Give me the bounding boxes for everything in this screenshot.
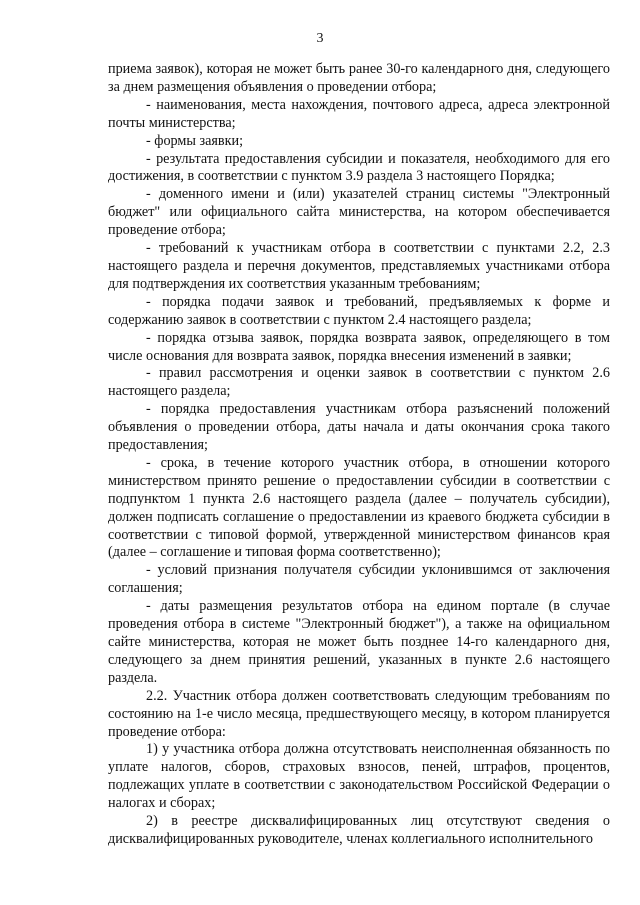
document-body (108, 61, 610, 849)
paragraph: - требований к участникам отбора в соответствии с пунктами 2.2, 2.3 настоящего раздела и перечня документов, представляемых участниками отбора для подтверждения их соответствия указанным требованиям; (108, 240, 610, 292)
paragraph: - наименования, места нахождения, почтового адреса, адреса электронной почты министерства; (108, 96, 610, 131)
paragraph: - срока, в течение которого участник отбора, в отношении которого министерством принято решение о предоставлении субсидии в соответствии с подпунктом 1 пункта 2.6 настоящего раздела (далее – получатель субсидии), должен подписать соглашение о предоставлении из краевого бюджета субсидии в соответствии с типовой формой, утвержденной министерством финансов края (далее – соглашение и типовая форма соответственно); (108, 454, 610, 561)
numbered-paragraph: 2) в реестре дисквалифицированных лиц отсутствуют сведения о дисквалифицированных руководителе, членах коллегиального исполнительного (108, 813, 610, 847)
paragraph: - условий признания получателя субсидии уклонившимся от заключения соглашения; (108, 562, 610, 597)
page-number: 3 (316, 31, 324, 46)
paragraph: - порядка предоставления участникам отбора разъяснений положений объявления о проведении отбора, даты начала и даты окончания срока такого предоставления; (108, 401, 610, 454)
paragraph: - результата предоставления субсидии и показателя, необходимого для его достижения, в соответствии с пунктом 3.9 раздела 3 настоящего Порядка; (108, 150, 610, 185)
paragraph: - правил рассмотрения и оценки заявок в соответствии с пунктом 2.6 настоящего раздела; (108, 365, 610, 400)
paragraph: - доменного имени и (или) указателей страниц системы "Электронный бюджет" или официального сайта министерства, на котором обеспечивается проведение отбора; (108, 186, 610, 239)
paragraph: - даты размещения результатов отбора на едином портале (в случае проведения отбора в системе "Электронный бюджет"), а также на официальном сайте министерства, которая не может быть позднее 14-го календарного дня, следующего за днем принятия решений, указанных в пункте 2.6 настоящего раздела. (108, 598, 610, 686)
paragraph: приема заявок), которая не может быть ранее 30-го календарного дня, следующего за днем размещения объявления о проведении отбора; (108, 61, 610, 95)
paragraph: - порядка подачи заявок и требований, предъявляемых к форме и содержанию заявок в соответствии с пунктом 2.4 настоящего раздела; (108, 293, 610, 328)
numbered-paragraph: 1) у участника отбора должна отсутствовать неисполненная обязанность по уплате налогов, сборов, страховых взносов, пеней, штрафов, процентов, подлежащих уплате в соответствии с законодательством Российской Федерации о налогах и сборах; (108, 741, 610, 812)
section-paragraph: 2.2. Участник отбора должен соответствовать следующим требованиям по состоянию на 1-е число месяца, предшествующего месяцу, в котором планируется проведение отбора: (108, 687, 610, 740)
paragraph: - формы заявки; (146, 132, 244, 149)
paragraph: - порядка отзыва заявок, порядка возврата заявок, определяющего в том числе основания для возврата заявок, порядка внесения изменений в заявки; (108, 329, 610, 364)
